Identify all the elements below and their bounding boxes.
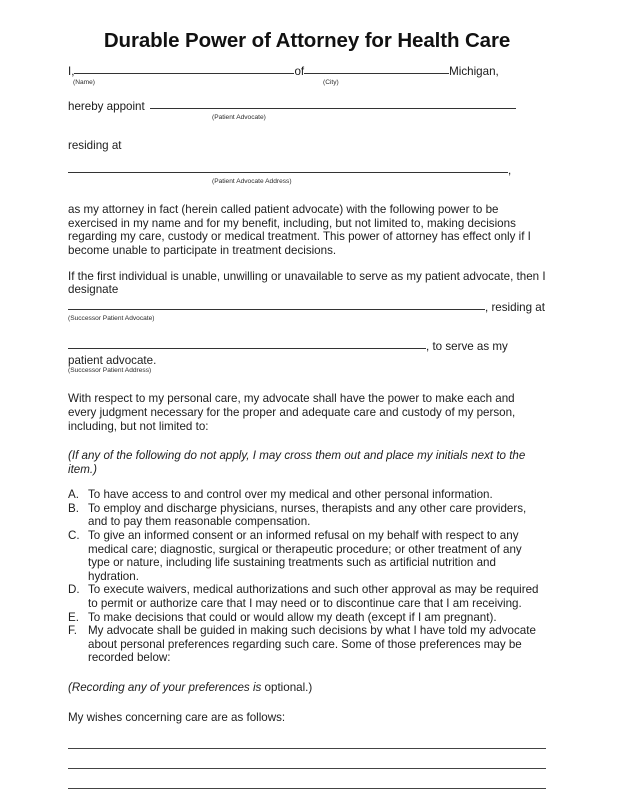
optional-note-italic: (Recording any of your preferences is [68, 681, 262, 694]
appoint-caption-row [68, 114, 546, 123]
optional-note-tail: optional.) [261, 681, 313, 694]
appoint-line [68, 100, 546, 114]
hereby-appoint-label: hereby appoint [68, 99, 145, 113]
list-item [68, 611, 546, 625]
advocate-address-caption-row [68, 178, 546, 187]
power-marker: A. [68, 488, 79, 502]
powers-list [68, 488, 546, 665]
state-label: Michigan, [449, 64, 499, 78]
successor-patient-address-fill-rule[interactable] [68, 348, 426, 349]
power-text: To make decisions that could or would allow my death (except if I am pregnant). [88, 610, 497, 624]
patient-advocate-address-caption: (Patient Advocate Address) [212, 178, 292, 186]
successor-patient-advocate-fill-rule[interactable] [68, 309, 485, 310]
list-item [68, 488, 546, 502]
successor-address-caption-row [68, 367, 546, 376]
name-fill-rule[interactable] [74, 73, 294, 74]
cross-out-note: (If any of the following do not apply, I may cross them out and place my initials next to the item.) [68, 449, 526, 476]
successor-address-line [68, 340, 546, 354]
power-marker: C. [68, 529, 80, 543]
i-label: I, [68, 64, 75, 78]
patient-advocate-fill-rule[interactable] [150, 108, 516, 109]
power-text: To employ and discharge physicians, nurses, therapists and any other care providers, and to pay them reasonable compensation. [88, 501, 527, 529]
power-text: To give an informed consent or an informed refusal on my behalf with respect to any medical care; diagnostic, surgical or therapeutic procedure; or other treatment of any type or nature, including life sustaining treatments such as artificial nutrition and hydration. [88, 529, 522, 583]
advocate-address-line [68, 164, 546, 178]
power-marker: D. [68, 583, 80, 597]
personal-care-paragraph: With respect to my personal care, my advocate shall have the power to make each and every judgment necessary for the proper and adequate care and custody of my person, including, but not limited to: [68, 392, 516, 433]
advocate-address-comma: , [508, 164, 512, 178]
wishes-prompt: My wishes concerning care are as follows: [68, 710, 286, 724]
power-marker: E. [68, 610, 79, 624]
power-text: My advocate shall be guided in making such decisions by what I have told my advocate about personal preferences regarding such care. Some of those preferences may be recorded below: [88, 624, 536, 665]
patient-advocate-caption: (Patient Advocate) [212, 113, 266, 121]
successor-serve-continuation: patient advocate. [68, 353, 157, 367]
power-marker: F. [68, 624, 78, 638]
successor-advocate-line [68, 301, 546, 315]
city-caption: (City) [323, 78, 339, 86]
successor-advocate-caption-row [68, 315, 546, 324]
wishes-blank-lines [68, 734, 546, 800]
successor-patient-address-caption: (Successor Patient Address) [68, 367, 152, 375]
of-label: of [294, 64, 305, 78]
residing-at-label: residing at [68, 138, 122, 152]
wishes-blank-line[interactable] [68, 789, 546, 800]
successor-patient-advocate-caption: (Successor Patient Advocate) [68, 314, 155, 322]
power-marker: B. [68, 501, 79, 515]
successor-serve-suffix: , to serve as my [426, 339, 508, 353]
page-title: Durable Power of Attorney for Health Care [103, 29, 511, 52]
list-item [68, 502, 546, 529]
document-sheet [68, 0, 546, 800]
successor-intro-paragraph: If the first individual is unable, unwilling or unavailable to serve as my patient advocate, then I designate [68, 269, 546, 297]
attorney-in-fact-paragraph: as my attorney in fact (herein called patient advocate) with the following power to be exercised in my name and for my benefit, including, but not limited to, making decisions regarding my care, custody or medical treatment. This power of attorney has effect only if I become unable to participate in treatment decisions. [68, 203, 531, 257]
list-item [68, 624, 546, 665]
successor-residing-suffix: , residing at [485, 300, 545, 314]
identity-line [68, 65, 546, 79]
wishes-blank-line[interactable] [68, 734, 546, 749]
list-item [68, 583, 546, 610]
wishes-blank-line[interactable] [68, 749, 546, 769]
identity-captions-row [68, 79, 546, 88]
list-item [68, 529, 546, 583]
power-text: To execute waivers, medical authorizations and such other approval as may be required to permit or authorize care that I may need or to discontinue care that I am receiving. [88, 583, 539, 611]
patient-advocate-address-fill-rule[interactable] [68, 172, 508, 173]
optional-recording-note [68, 681, 546, 695]
city-fill-rule[interactable] [304, 73, 449, 74]
wishes-blank-line[interactable] [68, 769, 546, 789]
name-caption: (Name) [73, 78, 95, 86]
power-text: To have access to and control over my medical and other personal information. [88, 488, 493, 502]
